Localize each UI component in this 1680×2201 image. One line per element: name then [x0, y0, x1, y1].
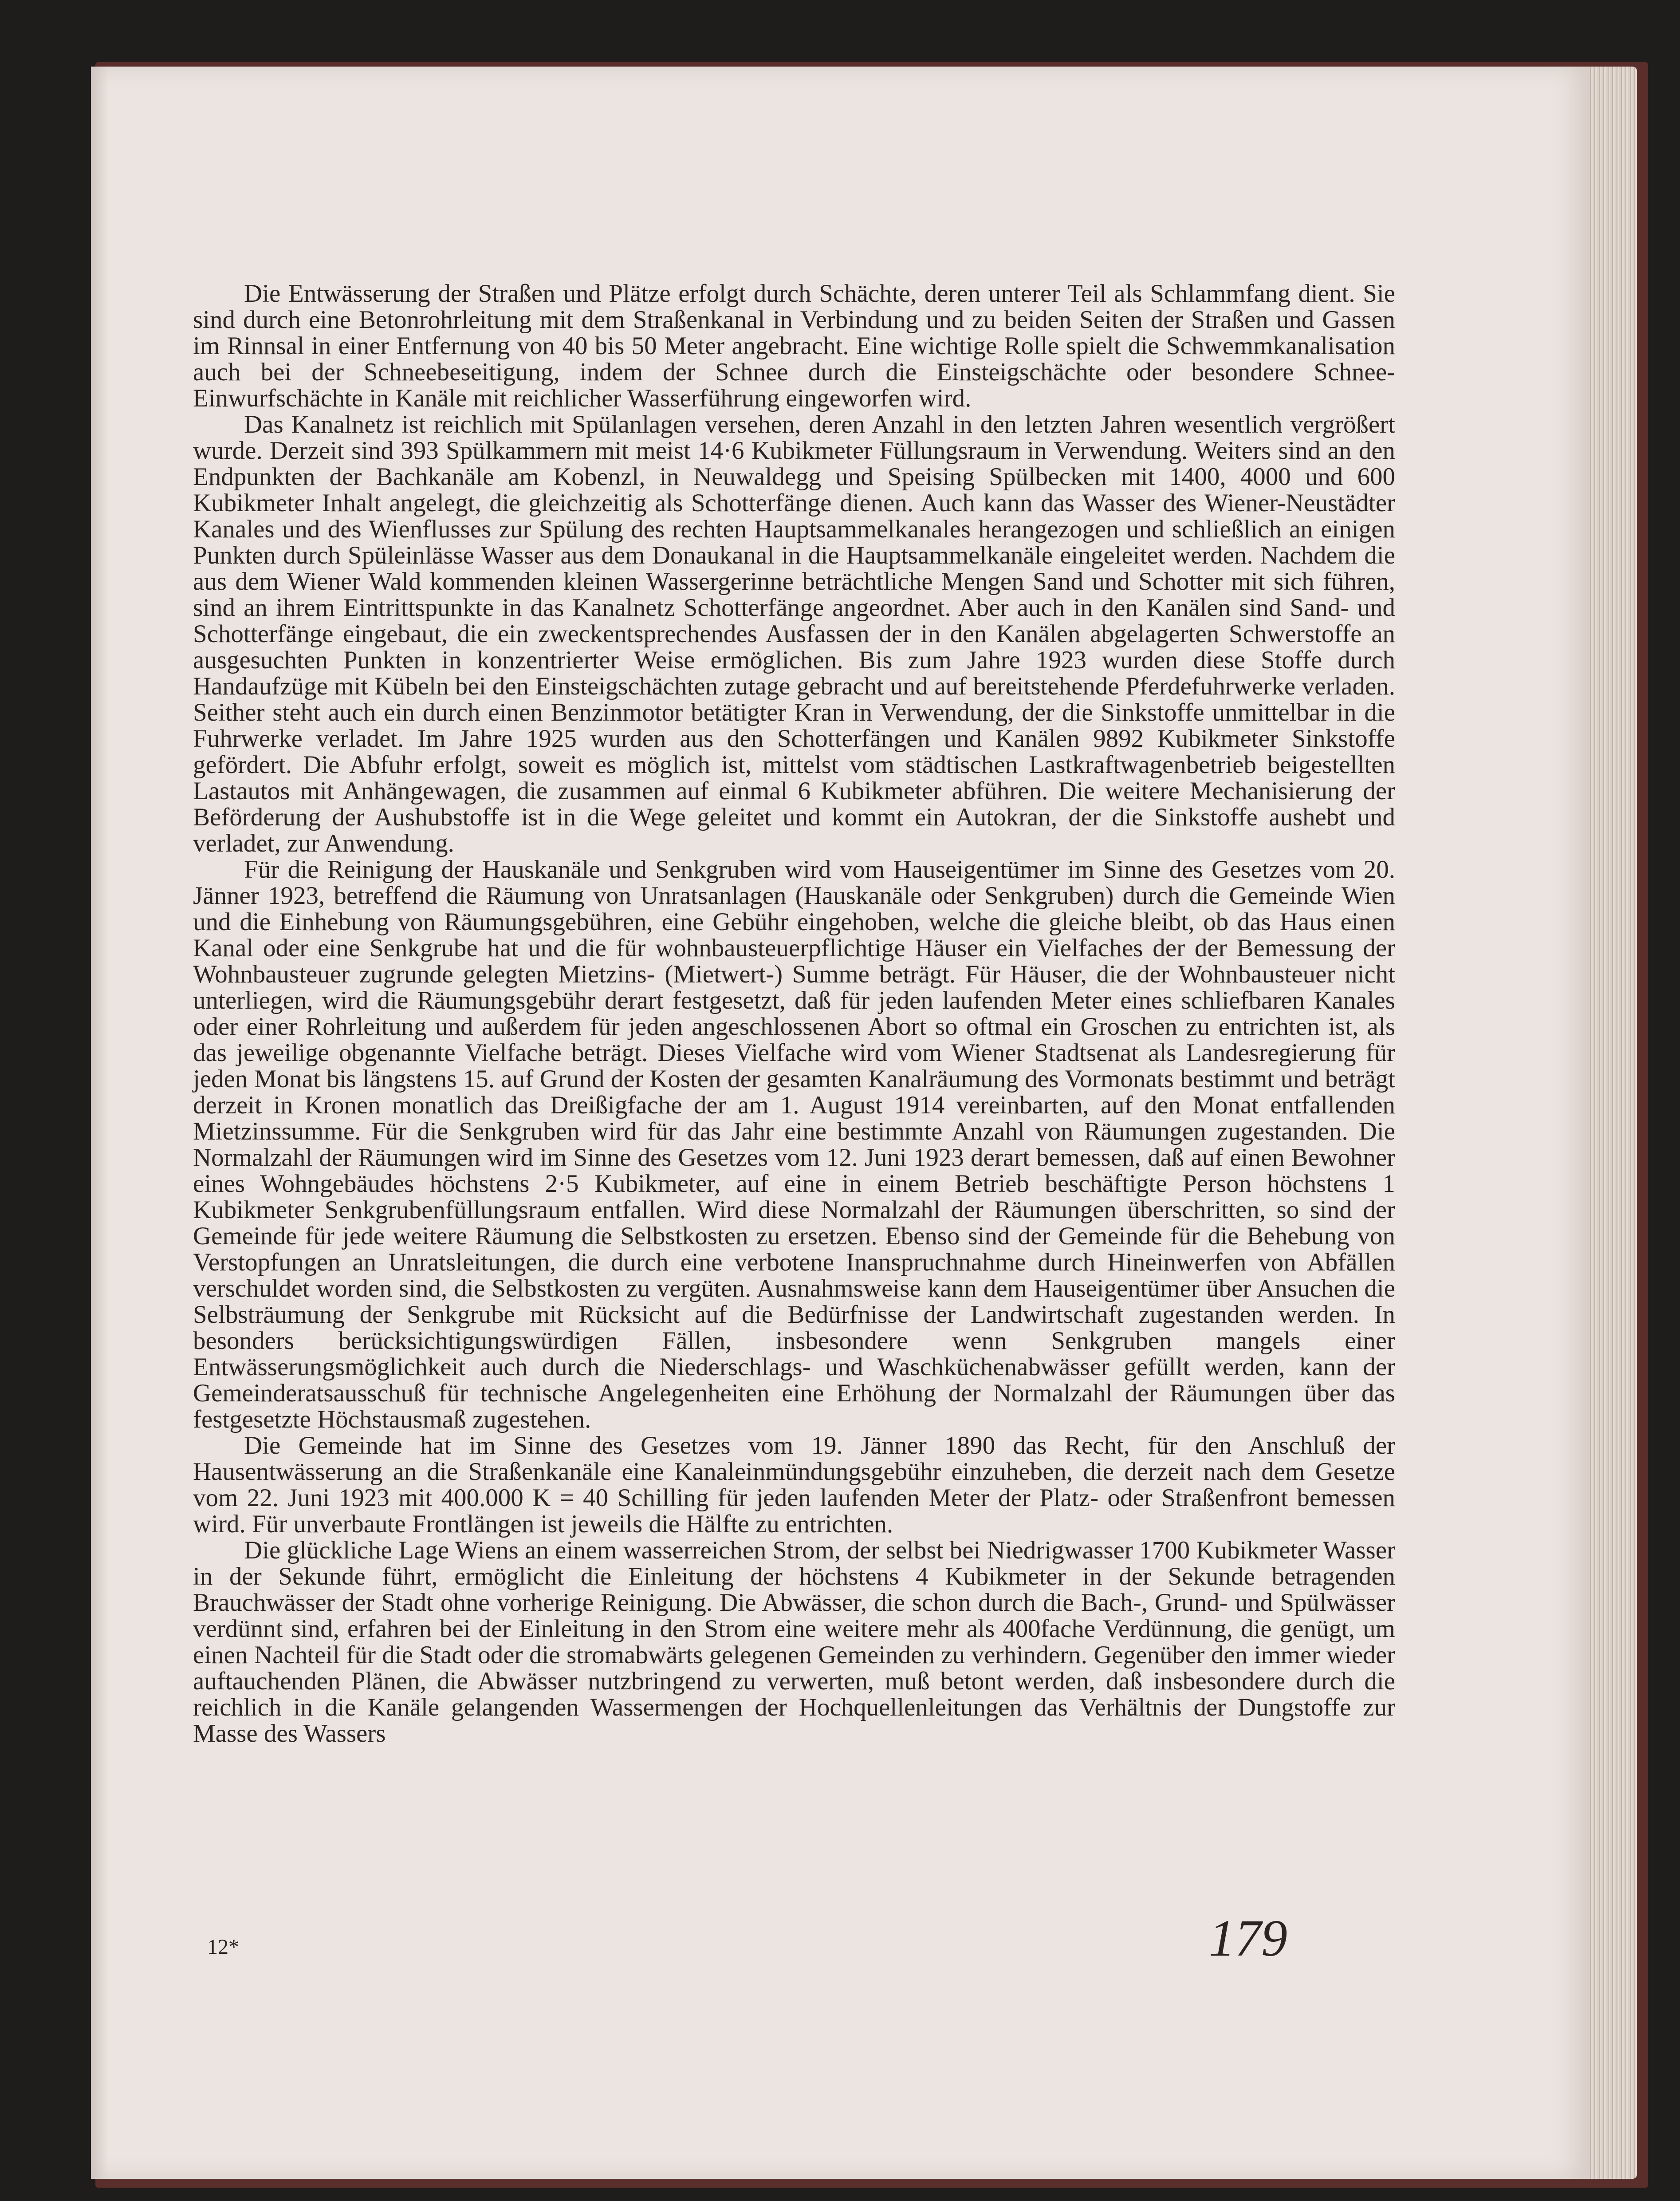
paragraph: Die glückliche Lage Wiens an einem wasserreichen Strom, der selbst bei Niedrigwasser 1700 Kubikmeter Wasser in der Sekunde führt, ermöglicht die Einleitung der höchstens 4 Kubikmeter in der Sekunde betragenden Brauchwässer der Stadt ohne vorherige Reinigung. Die Abwässer, die schon durch die Bach-, Grund- und Spülwässer verdünnt sind, erfahren bei der Einleitung in den Strom eine weitere mehr als 400fache Verdünnung, die genügt, um einen Nachteil für die Stadt oder die stromabwärts gelegenen Gemeinden zu verhindern. Gegenüber den immer wieder auftauchenden Plänen, die Abwässer nutzbringend zu verwerten, muß betont werden, daß insbesondere durch die reichlich in die Kanäle gelangenden Wassermengen der Hochquellenleitungen das Verhältnis der Dungstoffe zur Masse des Wassers: [193, 1536, 1395, 1747]
paragraph: Die Entwässerung der Straßen und Plätze erfolgt durch Schächte, deren unterer Teil als Schlammfang dient. Sie sind durch eine Betonrohrleitung mit dem Straßenkanal in Verbindung und zu beiden Seiten der Straßen und Gassen im Rinnsal in einer Entfernung von 40 bis 50 Meter angebracht. Eine wichtige Rolle spielt die Schwemmkanalisation auch bei der Schneebeseitigung, indem der Schnee durch die Einsteigschächte oder besondere Schnee-Einwurfschächte in Kanäle mit reichlicher Wasserführung eingeworfen wird.: [193, 280, 1395, 412]
paragraph: Für die Reinigung der Hauskanäle und Senkgruben wird vom Hauseigentümer im Sinne des Gesetzes vom 20. Jänner 1923, betreffend die Räumung von Unratsanlagen (Hauskanäle oder Senkgruben) durch die Gemeinde Wien und die Einhebung von Räumungsgebühren, eine Gebühr eingehoben, welche die gleiche bleibt, ob das Haus einen Kanal oder eine Senkgrube hat und die für wohnbausteuerpflichtige Häuser ein Vielfaches der der Bemessung der Wohnbausteuer zugrunde gelegten Mietzins- (Mietwert-) Summe beträgt. Für Häuser, die der Wohnbausteuer nicht unterliegen, wird die Räumungsgebühr derart festgesetzt, daß für jeden laufenden Meter eines schliefbaren Kanales oder einer Rohrleitung und außerdem für jeden angeschlossenen Abort so oftmal ein Groschen zu entrichten ist, als das jeweilige obgenannte Vielfache beträgt. Dieses Vielfache wird vom Wiener Stadtsenat als Landesregierung für jeden Monat bis längstens 15. auf Grund der Kosten der gesamten Kanalräumung des Vormonats bestimmt und beträgt derzeit in Kronen monatlich das Dreißigfache der am 1. August 1914 vereinbarten, auf den Monat entfallenden Mietzinssumme. Für die Senkgruben wird für das Jahr eine bestimmte Anzahl von Räumungen zugestanden. Die Normalzahl der Räumungen wird im Sinne des Gesetzes vom 12. Juni 1923 derart bemessen, daß auf einen Bewohner eines Wohngebäudes höchstens 2·5 Kubikmeter, auf eine in einem Betrieb beschäftigte Person höchstens 1 Kubikmeter Senkgrubenfüllungsraum entfallen. Wird diese Normalzahl der Räumungen überschritten, so sind der Gemeinde für jede weitere Räumung die Selbstkosten zu ersetzen. Ebenso sind der Gemeinde für die Behebung von Verstopfungen an Unratsleitungen, die durch eine verbotene Inanspruchnahme durch Hineinwerfen von Abfällen verschuldet worden sind, die Selbstkosten zu vergüten. Ausnahmsweise kann dem Hauseigentümer über Ansuchen die Selbsträumung der Senkgrube mit Rücksicht auf die Bedürfnisse der Landwirtschaft zugestanden werden. In besonders berücksichtigungswürdigen Fällen, insbesondere wenn Senkgruben mangels einer Entwässerungsmöglichkeit auch durch die Niederschlags- und Waschküchenabwässer gefüllt werden, kann der Gemeinderatsausschuß für technische Angelegenheiten eine Erhöhung der Normalzahl der Räumungen über das festgesetzte Höchstausmaß zugestehen.: [193, 856, 1395, 1433]
paragraph: Die Gemeinde hat im Sinne des Gesetzes vom 19. Jänner 1890 das Recht, für den Anschluß der Hausentwässerung an die Straßenkanäle eine Kanaleinmündungsgebühr einzuheben, die derzeit nach dem Gesetze vom 22. Juni 1923 mit 400.000 K = 40 Schilling für jeden laufenden Meter der Platz- oder Straßenfront bemessen wird. Für unverbaute Frontlängen ist jeweils die Hälfte zu entrichten.: [193, 1432, 1395, 1538]
page-number: 179: [1209, 1909, 1287, 1967]
paragraph: Das Kanalnetz ist reichlich mit Spülanlagen versehen, deren Anzahl in den letzten Jahren wesentlich vergrößert wurde. Derzeit sind 393 Spülkammern mit meist 14·6 Kubikmeter Füllungsraum in Verwendung. Weiters sind an den Endpunkten der Bachkanäle am Kobenzl, in Neuwaldegg und Speising Spülbecken mit 1400, 4000 und 600 Kubikmeter Inhalt angelegt, die gleichzeitig als Schotterfänge dienen. Auch kann das Wasser des Wiener-Neustädter Kanales und des Wienflusses zur Spülung des rechten Hauptsammelkanales herangezogen und schließlich an einigen Punkten durch Spüleinlässe Wasser aus dem Donaukanal in die Hauptsammelkanäle eingeleitet werden. Nachdem die aus dem Wiener Wald kommenden kleinen Wassergerinne beträchtliche Mengen Sand und Schotter mit sich führen, sind an ihrem Eintrittspunkte in das Kanalnetz Schotterfänge angeordnet. Aber auch in den Kanälen sind Sand- und Schotterfänge eingebaut, die ein zweckentsprechendes Ausfassen der in den Kanälen abgelagerten Schwerstoffe an ausgesuchten Punkten in konzentrierter Weise ermöglichen. Bis zum Jahre 1923 wurden diese Stoffe durch Handaufzüge mit Kübeln bei den Einsteigschächten zutage gebracht und auf bereitstehende Pferdefuhrwerke verladen. Seither steht auch ein durch einen Benzinmotor betätigter Kran in Verwendung, der die Sinkstoffe unmittelbar in die Fuhrwerke verladet. Im Jahre 1925 wurden aus den Schotterfängen und Kanälen 9892 Kubikmeter Sinkstoffe gefördert. Die Abfuhr erfolgt, soweit es möglich ist, mittelst vom städtischen Lastkraftwagenbetrieb beigestellten Lastautos mit Anhängewagen, die zusammen auf einmal 6 Kubikmeter abführen. Die weitere Mechanisierung der Beförderung der Aushubstoffe ist in die Wege geleitet und kommt ein Autokran, der die Sinkstoffe aushebt und verladet, zur Anwendung.: [193, 410, 1395, 857]
book-page: [91, 67, 1588, 2179]
printer-signature: 12*: [207, 1935, 239, 1959]
body-text: [193, 280, 1395, 1747]
page-gutter: [91, 67, 109, 2179]
